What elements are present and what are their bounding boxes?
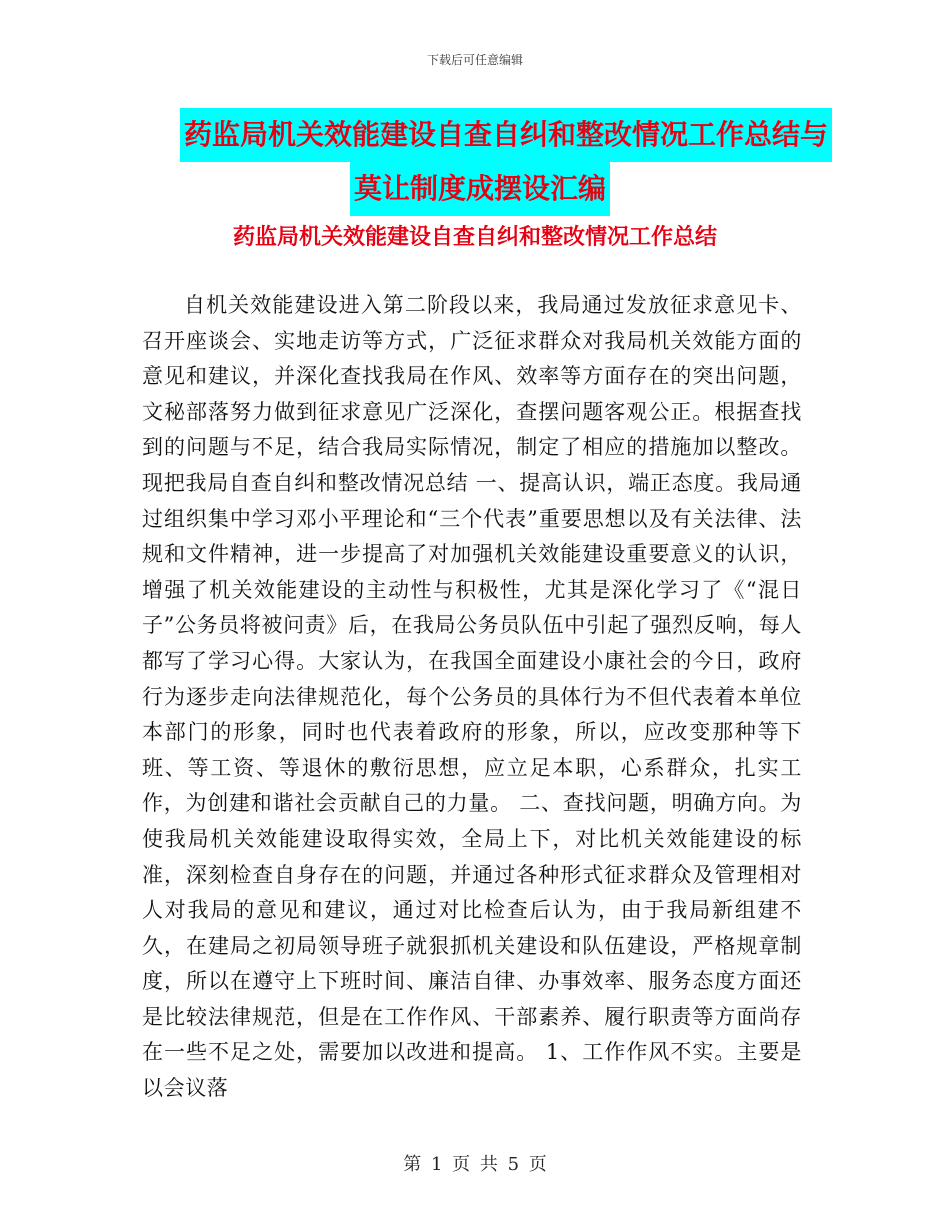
page-footer: 第 1 页 共 5 页 [403, 1154, 547, 1175]
header-note: 下载后可任意编辑 [426, 53, 523, 67]
body-paragraph: 自机关效能建设进入第二阶段以来，我局通过发放征求意见卡、召开座谈会、实地走访等方式，广泛征求群众对我局机关效能方面的意见和建议，并深化查找我局在作风、效率等方面存在的突出问题，文秘部落努力做到征求意见广泛深化，查摆问题客观公正。根据查找到的问题与不足，结合我局实际情况，制定了相应的措施加以整改。现把我局自查自纠和整改情况总结 一、提高认识，端正态度。我局通过组织集中学习邓小平理论和“三个代表”重要思想以及有关法律、法规和文件精神，进一步提高了对加强机关效能建设重要意义的认识，增强了机关效能建设的主动性与积极性，尤其是深化学习了《“混日子”公务员将被问责》后，在我局公务员队伍中引起了强烈反响，每人都写了学习心得。大家认为，在我国全面建设小康社会的今日，政府行为逐步走向法律规范化，每个公务员的具体行为不但代表着本单位本部门的形象，同时也代表着政府的形象，所以，应改变那种等下班、等工资、等退休的敷衍思想，应立足本职，心系群众，扎实工作，为创建和谐社会贡献自己的力量。 二、查找问题，明确方向。为使我局机关效能建设取得实效，全局上下，对比机关效能建设的标准，深刻检查自身存在的问题，并通过各种形式征求群众及管理相对人对我局的意见和建议，通过对比检查后认为，由于我局新组建不久，在建局之初局领导班子就狠抓机关建设和队伍建设，严格规章制度，所以在遵守上下班时间、廉洁自律、办事效率、服务态度方面还是比较法律规范，但是在工作作风、干部素养、履行职责等方面尚存在一些不足之处，需要加以改进和提高。 1、工作作风不实。主要是以会议落 [142, 293, 802, 1101]
title-line-2: 莫让制度成摆设汇编 [350, 162, 610, 216]
document-title [180, 108, 829, 216]
section-heading: 药监局机关效能建设自查自纠和整改情况工作总结 [232, 224, 717, 250]
title-line-1: 药监局机关效能建设自查自纠和整改情况工作总结与 [180, 108, 832, 162]
